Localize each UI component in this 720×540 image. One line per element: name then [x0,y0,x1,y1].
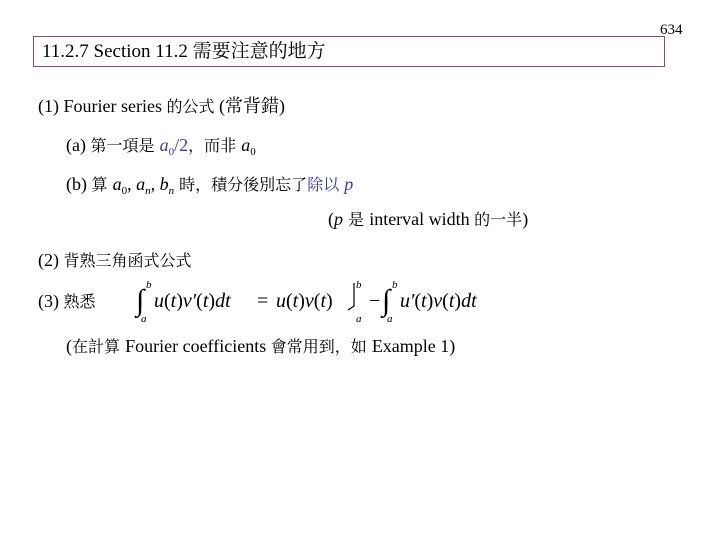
item-1a-a2: a [241,135,251,155]
upper-limit-1: b [146,279,152,291]
item-1a-cjk1: 第一項是 [90,136,160,155]
item-1 [38,92,285,118]
minus-sign: − [369,290,381,312]
item-1b-comma2: , [150,174,160,194]
item-1-prefix: (1) Fourier series [38,96,167,116]
integral-sign-1: ∫ [136,284,145,317]
note-open: ( [66,336,72,356]
item-1c-close: ) [522,209,529,229]
upper-limit-eval: b [356,279,362,291]
note-cjk1: 在計算 [72,337,126,356]
item-3 [38,289,96,312]
upper-limit-2: b [392,279,398,291]
item-1b-a: a [112,174,122,194]
item-1c-p: p [334,209,343,229]
lower-limit-eval: a [356,313,362,325]
item-1b-subn: n [145,185,151,197]
page-number: 634 [660,22,683,38]
item-1b-cjk1: 算 [91,175,113,194]
rhs-expression: u′(t)v(t)dt [400,290,477,312]
item-1a-sub0b: 0 [250,146,256,158]
item-1b-sub0: 0 [121,185,128,197]
item-2 [38,248,192,271]
item-1b [66,172,353,197]
item-1b-a2: a [136,174,146,194]
item-1a-a: a [159,135,169,155]
item-1c [328,207,528,230]
lower-limit-2: a [387,313,393,325]
item-1b-p: p [344,174,354,194]
item-1b-subn2: n [168,185,175,197]
item-2-label: (2) [38,250,64,270]
note-text2: Example 1) [371,336,456,356]
item-1a-label: (a) [66,135,91,155]
item-1a [66,133,256,158]
item-1b-label: (b) [66,174,92,194]
boundary-term: u(t)v(t) [276,290,333,312]
item-1c-text: interval width [369,209,475,229]
lower-limit-1: a [141,313,147,325]
note-cjk2: 會常用到，如 [270,337,372,356]
item-1c-open: ( [328,209,334,229]
item-1b-comma1: , [127,174,137,194]
integration-by-parts-formula [130,276,520,326]
item-1a-cjk2: ，而非 [188,136,242,155]
lhs-expression: u(t)v′(t)dt [154,290,231,312]
item-1a-sub0: 0 [168,146,175,158]
item-1c-cjk1: 是 [343,210,370,229]
equals-sign: = [257,290,269,312]
note-line [66,334,455,357]
item-1-cjk: 的公式 [166,97,215,116]
item-1b-cjk3: 除以 [307,175,345,194]
item-3-label: (3) [38,291,64,311]
integral-sign-2: ∫ [382,284,391,317]
section-title: 11.2.7 Section 11.2 需要注意的地方 [33,36,665,67]
item-1-suffix: (常背錯) [214,96,285,116]
item-2-cjk: 背熟三角函式公式 [63,251,192,270]
item-1c-cjk2: 的一半 [474,210,523,229]
item-1a-slash2: /2 [174,135,189,155]
item-3-cjk: 熟悉 [63,292,96,311]
item-1b-b: b [159,174,169,194]
evaluation-bar [348,283,354,310]
note-text: Fourier coefficients [125,336,271,356]
item-1b-cjk2: 時，積分後別忘了 [174,175,308,194]
